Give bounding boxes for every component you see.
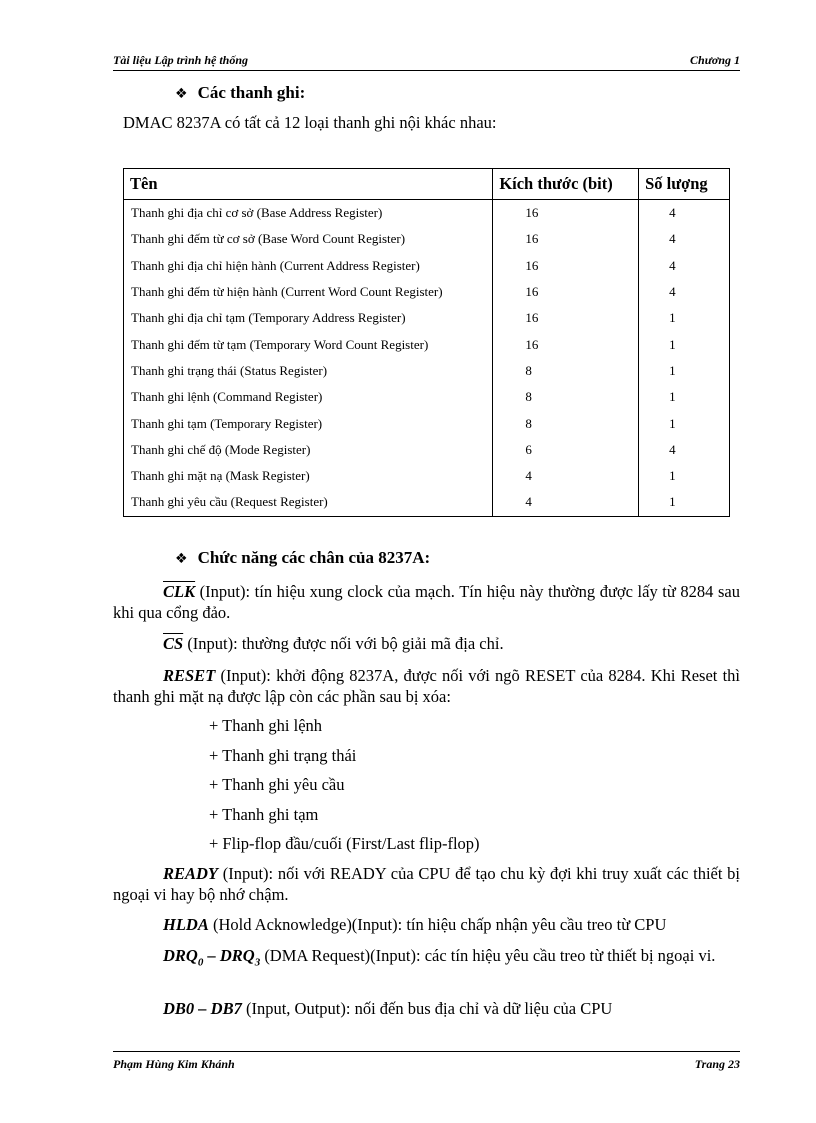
pin-drq-name-b: DRQ bbox=[219, 946, 255, 965]
pin-reset-paragraph bbox=[113, 665, 740, 707]
register-size: 6 bbox=[493, 437, 639, 463]
register-size: 16 bbox=[493, 331, 639, 357]
column-header-name: Tên bbox=[124, 169, 493, 200]
register-size: 16 bbox=[493, 279, 639, 305]
register-count: 1 bbox=[639, 410, 730, 436]
register-count: 4 bbox=[639, 226, 730, 252]
table-row bbox=[124, 437, 730, 463]
diamond-bullet-icon: ❖ bbox=[175, 551, 188, 567]
register-count: 4 bbox=[639, 279, 730, 305]
pin-ready-name: READY bbox=[163, 864, 219, 883]
table-row bbox=[124, 331, 730, 357]
table-header-row bbox=[124, 169, 730, 200]
register-size: 16 bbox=[493, 200, 639, 227]
section-title-registers bbox=[175, 83, 305, 103]
header-doc-title: Tài liệu Lập trình hệ thống bbox=[113, 53, 249, 67]
pin-drq-name-a: DRQ bbox=[163, 946, 198, 965]
register-count: 1 bbox=[639, 358, 730, 384]
reset-list-item: + Flip-flop đầu/cuối (First/Last flip-flop) bbox=[209, 834, 480, 853]
column-header-size: Kích thước (bit) bbox=[493, 169, 639, 200]
register-name: Thanh ghi địa chỉ tạm (Temporary Address Register) bbox=[124, 305, 493, 331]
table-row bbox=[124, 226, 730, 252]
register-size: 4 bbox=[493, 489, 639, 516]
table-row bbox=[124, 253, 730, 279]
pin-db-paragraph bbox=[113, 998, 740, 1019]
register-count: 1 bbox=[639, 305, 730, 331]
register-name: Thanh ghi đếm từ tạm (Temporary Word Count Register) bbox=[124, 331, 493, 357]
pin-ready-text: (Input): nối với READY của CPU để tạo chu kỳ đợi khi truy xuất các thiết bị ngoại vi hay bộ nhớ chậm. bbox=[113, 864, 740, 904]
register-count: 1 bbox=[639, 463, 730, 489]
pin-drq-dash: – bbox=[203, 946, 220, 965]
register-name: Thanh ghi đếm từ hiện hành (Current Word Count Register) bbox=[124, 279, 493, 305]
table-row bbox=[124, 489, 730, 516]
section-title-text: Các thanh ghi: bbox=[197, 83, 306, 102]
header-chapter: Chương 1 bbox=[690, 53, 740, 67]
register-size: 8 bbox=[493, 410, 639, 436]
table-row bbox=[124, 305, 730, 331]
register-count: 1 bbox=[639, 489, 730, 516]
pin-clk-paragraph bbox=[113, 581, 740, 623]
register-count: 1 bbox=[639, 384, 730, 410]
table-row bbox=[124, 463, 730, 489]
register-count: 1 bbox=[639, 331, 730, 357]
table-row bbox=[124, 279, 730, 305]
pin-cs-text: (Input): thường được nối với bộ giải mã địa chỉ. bbox=[183, 634, 504, 653]
footer-author: Phạm Hùng Kim Khánh bbox=[113, 1057, 235, 1071]
pin-db-name: DB0 – DB7 bbox=[163, 999, 242, 1018]
reset-list-item: + Thanh ghi trạng thái bbox=[209, 746, 357, 765]
pin-hlda-paragraph bbox=[113, 914, 740, 935]
reset-list-item: + Thanh ghi yêu cầu bbox=[209, 775, 345, 794]
pin-drq-sub-b: 3 bbox=[254, 956, 261, 969]
pin-hlda-text: (Hold Acknowledge)(Input): tín hiệu chấp nhận yêu cầu treo từ CPU bbox=[208, 915, 667, 934]
register-size: 8 bbox=[493, 358, 639, 384]
footer-page-number: Trang 23 bbox=[694, 1057, 740, 1071]
reset-list-item: + Thanh ghi tạm bbox=[209, 805, 319, 824]
page-footer bbox=[113, 1051, 740, 1074]
section-title-text: Chức năng các chân của 8237A: bbox=[197, 548, 431, 567]
register-name: Thanh ghi lệnh (Command Register) bbox=[124, 384, 493, 410]
register-name: Thanh ghi địa chỉ hiện hành (Current Address Register) bbox=[124, 253, 493, 279]
register-name: Thanh ghi tạm (Temporary Register) bbox=[124, 410, 493, 436]
register-name: Thanh ghi chế độ (Mode Register) bbox=[124, 437, 493, 463]
register-count: 4 bbox=[639, 200, 730, 227]
register-size: 8 bbox=[493, 384, 639, 410]
pin-drq-sub-a: 0 bbox=[197, 956, 204, 969]
pin-cs-paragraph bbox=[113, 633, 740, 654]
pin-hlda-name: HLDA bbox=[163, 915, 209, 934]
pin-db-text: (Input, Output): nối đến bus địa chỉ và dữ liệu của CPU bbox=[241, 999, 613, 1018]
section-title-pins bbox=[175, 548, 430, 568]
pin-drq-paragraph bbox=[113, 945, 740, 973]
page-header bbox=[113, 50, 740, 71]
register-count: 4 bbox=[639, 253, 730, 279]
register-size: 4 bbox=[493, 463, 639, 489]
pin-drq-text: (DMA Request)(Input): các tín hiệu yêu cầu treo từ thiết bị ngoại vi. bbox=[260, 946, 716, 965]
register-count: 4 bbox=[639, 437, 730, 463]
reset-list-item: + Thanh ghi lệnh bbox=[209, 716, 323, 735]
register-size: 16 bbox=[493, 226, 639, 252]
register-name: Thanh ghi địa chỉ cơ sở (Base Address Register) bbox=[124, 200, 493, 227]
table-row bbox=[124, 410, 730, 436]
column-header-count: Số lượng bbox=[639, 169, 730, 200]
pin-clk-name: $\overline{CLK}$ bbox=[163, 582, 196, 601]
pin-reset-name: RESET bbox=[163, 666, 216, 685]
pin-clk-text: (Input): tín hiệu xung clock của mạch. Tín hiệu này thường được lấy từ 8284 sau khi qua cổng đảo. bbox=[113, 582, 740, 622]
register-name: Thanh ghi đếm từ cơ sở (Base Word Count Register) bbox=[124, 226, 493, 252]
register-name: Thanh ghi mặt nạ (Mask Register) bbox=[124, 463, 493, 489]
diamond-bullet-icon: ❖ bbox=[175, 86, 188, 102]
register-table bbox=[123, 168, 730, 517]
table-row bbox=[124, 358, 730, 384]
register-size: 16 bbox=[493, 253, 639, 279]
register-size: 16 bbox=[493, 305, 639, 331]
register-name: Thanh ghi yêu cầu (Request Register) bbox=[124, 489, 493, 516]
pin-ready-paragraph bbox=[113, 863, 740, 905]
pin-reset-text: (Input): khởi động 8237A, được nối với ngõ RESET của 8284. Khi Reset thì thanh ghi mặt nạ được lập còn các phần sau bị xóa: bbox=[113, 666, 740, 706]
register-name: Thanh ghi trạng thái (Status Register) bbox=[124, 358, 493, 384]
intro-paragraph: DMAC 8237A có tất cả 12 loại thanh ghi nội khác nhau: bbox=[123, 113, 497, 132]
pin-cs-name: $\overline{CS}$ bbox=[163, 634, 184, 653]
table-row bbox=[124, 200, 730, 227]
table-row bbox=[124, 384, 730, 410]
